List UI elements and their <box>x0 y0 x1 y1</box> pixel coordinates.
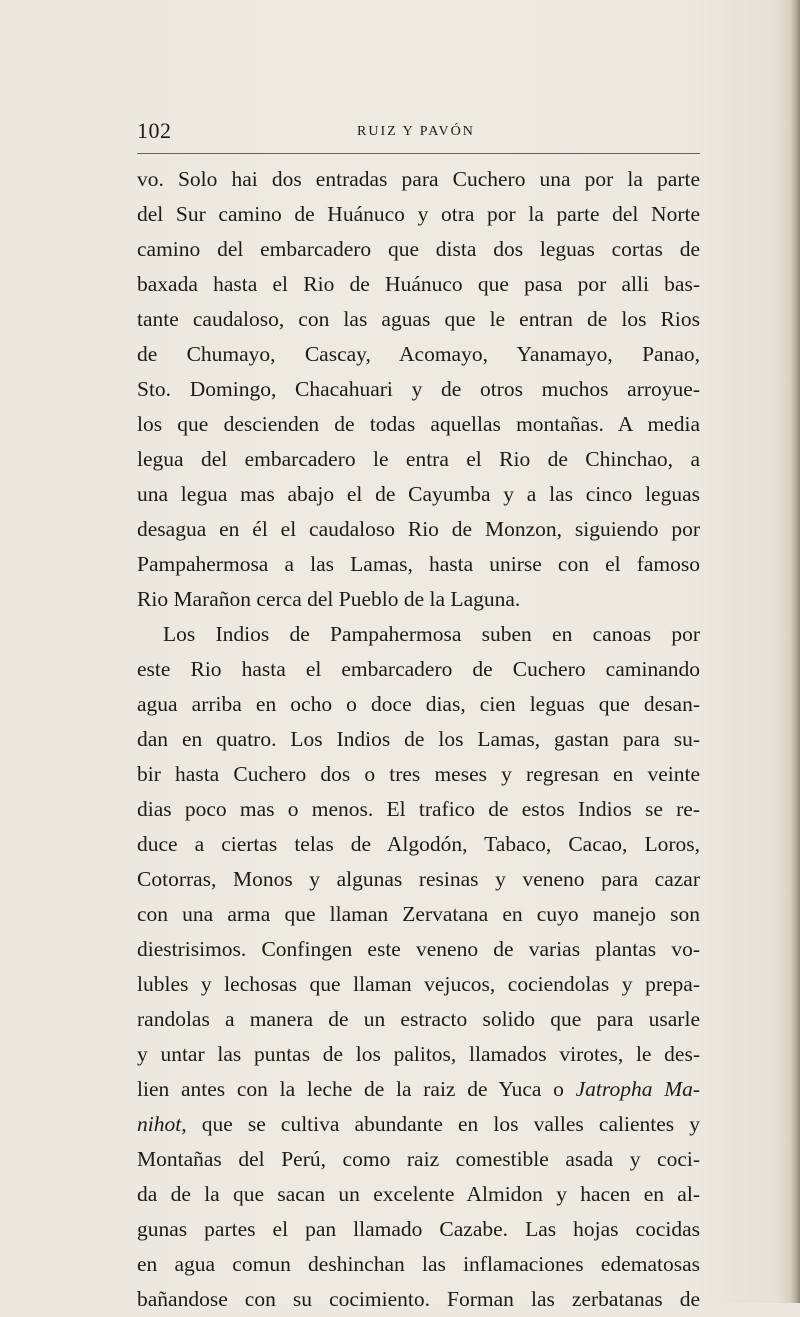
page-header <box>137 118 700 148</box>
text-line: con una arma que llaman Zervatana en cuyo manejo son <box>137 902 700 926</box>
text-fragment: lien antes con la leche de la raiz de Yuca o <box>137 1077 576 1101</box>
text-line: tante caudaloso, con las aguas que le entran de los Rios <box>137 307 700 331</box>
page-edge-shadow <box>790 0 800 1303</box>
text-line: camino del embarcadero que dista dos leguas cortas de <box>137 237 700 261</box>
text-line: dan en quatro. Los Indios de los Lamas, gastan para su- <box>137 727 700 751</box>
text-line: Rio Marañon cerca del Pueblo de la Laguna. <box>137 587 521 611</box>
text-line: los que descienden de todas aquellas montañas. A media <box>137 412 700 436</box>
page-number: 102 <box>137 118 172 143</box>
text-line: legua del embarcadero le entra el Rio de Chinchao, a <box>137 447 700 471</box>
text-line: da de la que sacan un excelente Almidon y hacen en al- <box>137 1182 700 1206</box>
text-line: diestrisimos. Confingen este veneno de varias plantas vo- <box>137 937 700 961</box>
text-line: lubles y lechosas que llaman vejucos, cociendolas y prepa- <box>137 972 700 996</box>
text-line: Montañas del Perú, como raiz comestible asada y coci- <box>137 1147 700 1171</box>
text-line: del Sur camino de Huánuco y otra por la parte del Norte <box>137 202 700 226</box>
text-line: duce a ciertas telas de Algodón, Tabaco, Cacao, Loros, <box>137 832 700 856</box>
text-line: bañandose con su cocimiento. Forman las zerbatanas de <box>137 1287 700 1311</box>
text-line: desagua en él el caudaloso Rio de Monzon, siguiendo por <box>137 517 700 541</box>
text-line: bir hasta Cuchero dos o tres meses y regresan en veinte <box>137 762 700 786</box>
text-line: gunas partes el pan llamado Cazabe. Las hojas cocidas <box>137 1217 700 1241</box>
text-line: dias poco mas o menos. El trafico de estos Indios se re- <box>137 797 700 821</box>
text-line: de Chumayo, Cascay, Acomayo, Yanamayo, Panao, <box>137 342 700 366</box>
text-line: baxada hasta el Rio de Huánuco que pasa por alli bas- <box>137 272 700 296</box>
text-line: Sto. Domingo, Chacahuari y de otros muchos arroyue- <box>137 377 700 401</box>
text-line: Cotorras, Monos y algunas resinas y veneno para cazar <box>137 867 700 891</box>
text-line: randolas a manera de un estracto solido que para usarle <box>137 1007 700 1031</box>
text-line-with-italic <box>137 1072 700 1107</box>
italic-species-name: nihot, <box>137 1112 187 1136</box>
text-line: una legua mas abajo el de Cayumba y a las cinco leguas <box>137 482 700 506</box>
text-line: y untar las puntas de los palitos, llamados virotes, le des- <box>137 1042 700 1066</box>
text-line: Pampahermosa a las Lamas, hasta unirse con el famoso <box>137 552 700 576</box>
text-line: vo. Solo hai dos entradas para Cuchero una por la parte <box>137 167 700 191</box>
header-rule <box>137 153 700 154</box>
italic-species-name: Jatropha Ma- <box>575 1077 701 1101</box>
running-head: RUIZ Y PAVÓN <box>357 124 475 139</box>
text-line: este Rio hasta el embarcadero de Cuchero caminando <box>137 657 700 681</box>
text-line-with-italic <box>137 1107 700 1142</box>
text-line: agua arriba en ocho o doce dias, cien leguas que desan- <box>137 692 700 716</box>
text-fragment: que se cultiva abundante en los valles calientes y <box>186 1112 700 1136</box>
text-line: en agua comun deshinchan las inflamaciones edematosas <box>137 1252 700 1276</box>
paragraph-start-line: Los Indios de Pampahermosa suben en canoas por <box>163 622 700 646</box>
body-text <box>137 162 700 1317</box>
